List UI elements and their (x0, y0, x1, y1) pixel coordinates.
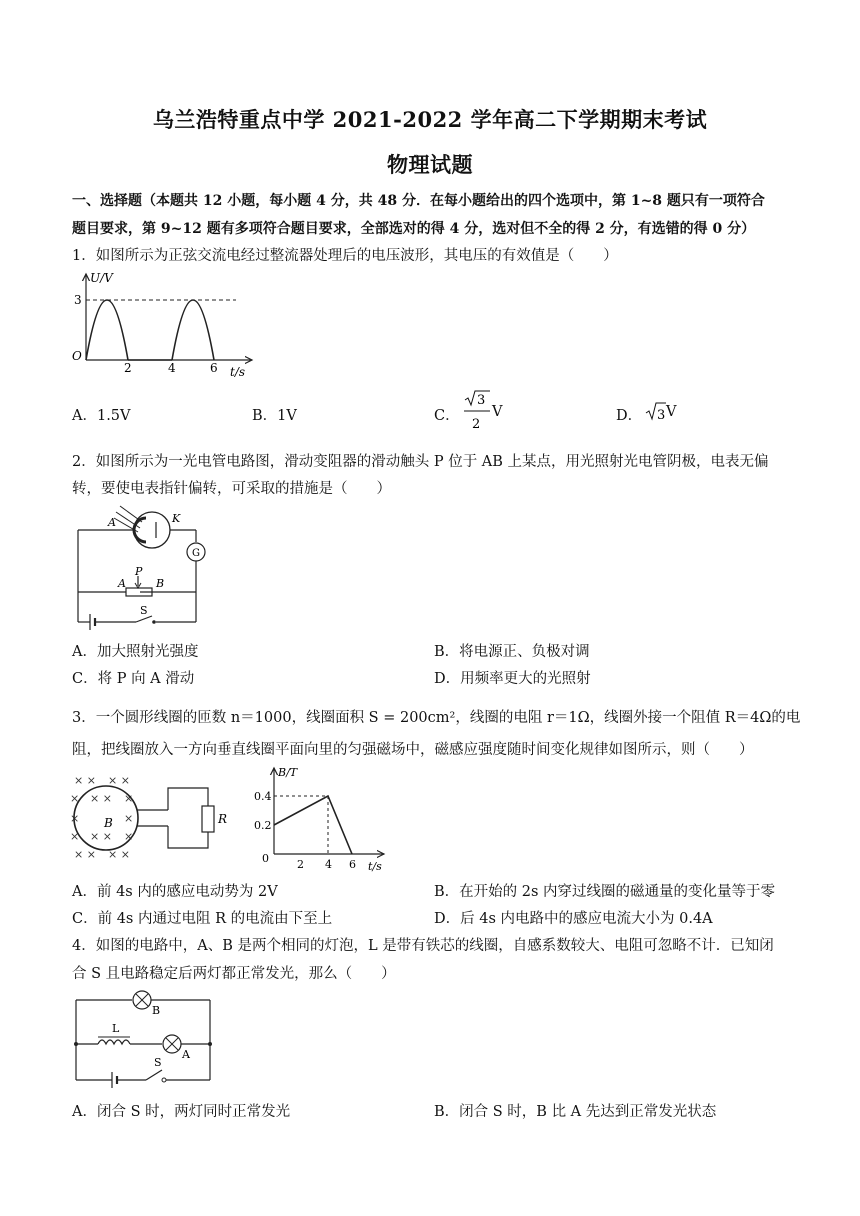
svg-text:× ×: × × (74, 774, 96, 787)
q1-option-c[interactable] (434, 388, 514, 438)
q1-stem: 1．如图所示为正弦交流电经过整流器处理后的电压波形，其电压的有效值是（ ） (72, 248, 618, 264)
q1-wave-2 (172, 300, 214, 360)
q1-option-d-radical (644, 400, 666, 424)
q1-ylabel: U/V (90, 271, 113, 285)
q1-option-d[interactable] (616, 400, 706, 424)
q3-option-d[interactable]: D．后 4s 内电路中的感应电流大小为 0.4A (434, 911, 713, 927)
section-instructions-line1: 一、选择题（本题共 12 小题，每小题 4 分，共 48 分．在每小题给出的四个选项中，第 1~8 题只有一项符合 (72, 193, 765, 209)
q2-option-c[interactable]: C．将 P 向 A 滑动 (72, 671, 195, 687)
q4-option-b[interactable]: B．闭合 S 时，B 比 A 先达到正常发光状态 (434, 1104, 717, 1120)
q1-option-d-radicand: 3 (657, 408, 666, 423)
q2-option-a[interactable]: A．加大照射光强度 (72, 644, 199, 660)
q3-xtick-4: 4 (325, 858, 332, 871)
q1-option-c-denominator: 2 (472, 417, 481, 432)
q1-wave-1 (86, 300, 128, 360)
q4-label-B: B (152, 1004, 161, 1017)
q4-stem-line1: 4．如图的电路中，A、B 是两个相同的灯泡，L 是带有铁芯的线圈，自感系数较大、电阻可忽略不计．已知闭 (72, 938, 774, 954)
exam-title: 乌兰浩特重点中学 2021-2022 学年高二下学期期末考试 (152, 107, 708, 132)
q1-option-d-unit: V (666, 404, 677, 420)
q2-label-B: B (156, 577, 165, 590)
svg-text:× ×: × × (90, 792, 112, 805)
q3-origin: 0 (262, 852, 269, 865)
q1-xtick-4: 4 (168, 361, 176, 375)
q3-field-graph (254, 762, 394, 874)
q1-origin: O (72, 349, 82, 363)
q3-stem-line1: 3．一个圆形线圈的匝数 n＝1000，线圈面积 S = 200cm²，线圈的电阻 r＝1Ω，线圈外接一个阻值 R＝4Ω的电 (72, 710, 801, 726)
q4-label-L: L (112, 1022, 120, 1035)
q3-xtick-6: 6 (349, 858, 356, 871)
q3-stem-line2: 阻，把线圈放入一方向垂直线圈平面向里的匀强磁场中，磁感应强度随时间变化规律如图所示，则（ ） (72, 742, 754, 758)
q3-option-c[interactable]: C．前 4s 内通过电阻 R 的电流由下至上 (72, 911, 333, 927)
section-instructions-line2: 题目要求，第 9~12 题有多项符合题目要求，全部选对的得 4 分，选对但不全的得 2 分，有选错的得 0 分） (72, 221, 756, 237)
q1-xtick-6: 6 (210, 361, 218, 375)
q2-stem-line2: 转，要使电表指针偏转，可采取的措施是（ ） (72, 481, 391, 497)
q3-option-a[interactable]: A．前 4s 内的感应电动势为 2V (72, 884, 278, 900)
svg-text:×: × (70, 792, 80, 805)
q1-option-c-unit: V (492, 404, 503, 420)
q1-xlabel: t/s (230, 365, 246, 379)
q2-option-d[interactable]: D．用频率更大的光照射 (434, 671, 591, 687)
q3-option-b[interactable]: B．在开始的 2s 内穿过线圈的磁通量的变化量等于零 (434, 884, 776, 900)
svg-text:× ×: × × (74, 848, 96, 861)
q1-ytick: 3 (74, 293, 82, 307)
q1-option-c-prefix: C． (434, 408, 460, 424)
svg-text:× ×: × × (108, 774, 130, 787)
q1-option-a[interactable]: A．1.5V (72, 408, 131, 424)
q1-option-b[interactable]: B．1V (252, 408, 297, 424)
q4-label-S: S (154, 1056, 162, 1069)
q3-graph-ylabel: B/T (278, 766, 298, 779)
q3-label-B: B (104, 816, 113, 830)
q1-option-d-prefix: D． (616, 408, 643, 424)
svg-text:×: × (124, 812, 134, 825)
svg-text:×: × (124, 792, 134, 805)
q2-label-G: G (192, 548, 200, 559)
svg-text:× ×: × × (108, 848, 130, 861)
q2-option-b[interactable]: B．将电源正、负极对调 (434, 644, 590, 660)
q1-xtick-2: 2 (124, 361, 132, 375)
q3-resistor-icon (202, 806, 214, 832)
q4-option-a[interactable]: A．闭合 S 时，两灯同时正常发光 (72, 1104, 291, 1120)
svg-text:×: × (70, 830, 80, 843)
q3-coil-in-field-figure (68, 770, 228, 862)
q2-label-S: S (140, 604, 148, 617)
q2-stem-line1: 2．如图所示为一光电管电路图，滑动变阻器的滑动触头 P 位于 AB 上某点，用光照射光电管阴极，电表无偏 (72, 454, 769, 470)
q1-option-c-fraction (462, 388, 492, 438)
q4-stem-line2: 合 S 且电路稳定后两灯都正常发光，那么（ ） (72, 966, 396, 982)
svg-text:×: × (124, 830, 134, 843)
q3-graph-xlabel: t/s (368, 860, 382, 873)
q3-ytick-0.2: 0.2 (254, 819, 272, 832)
q4-switch-icon (146, 1070, 162, 1080)
q2-phototube-icon (134, 512, 170, 548)
q1-voltage-graph (64, 268, 264, 383)
q2-photocell-circuit (68, 500, 218, 630)
svg-text:× ×: × × (90, 830, 112, 843)
q1-option-c-numerator: 3 (477, 393, 486, 408)
q3-label-R: R (218, 812, 228, 826)
q4-label-A: A (182, 1048, 190, 1061)
q2-label-P: P (135, 565, 143, 578)
q2-label-A-rheo: A (118, 577, 126, 590)
svg-text:×: × (70, 812, 80, 825)
q3-ytick-0.4: 0.4 (254, 790, 272, 803)
q2-label-A: A (108, 516, 116, 529)
q3-xtick-2: 2 (297, 858, 304, 871)
q4-self-inductance-circuit (70, 984, 220, 1088)
q2-label-K: K (172, 512, 181, 525)
q3-field-curve (274, 796, 352, 854)
exam-subtitle: 物理试题 (387, 152, 473, 177)
q4-inductor-icon (98, 1040, 130, 1044)
